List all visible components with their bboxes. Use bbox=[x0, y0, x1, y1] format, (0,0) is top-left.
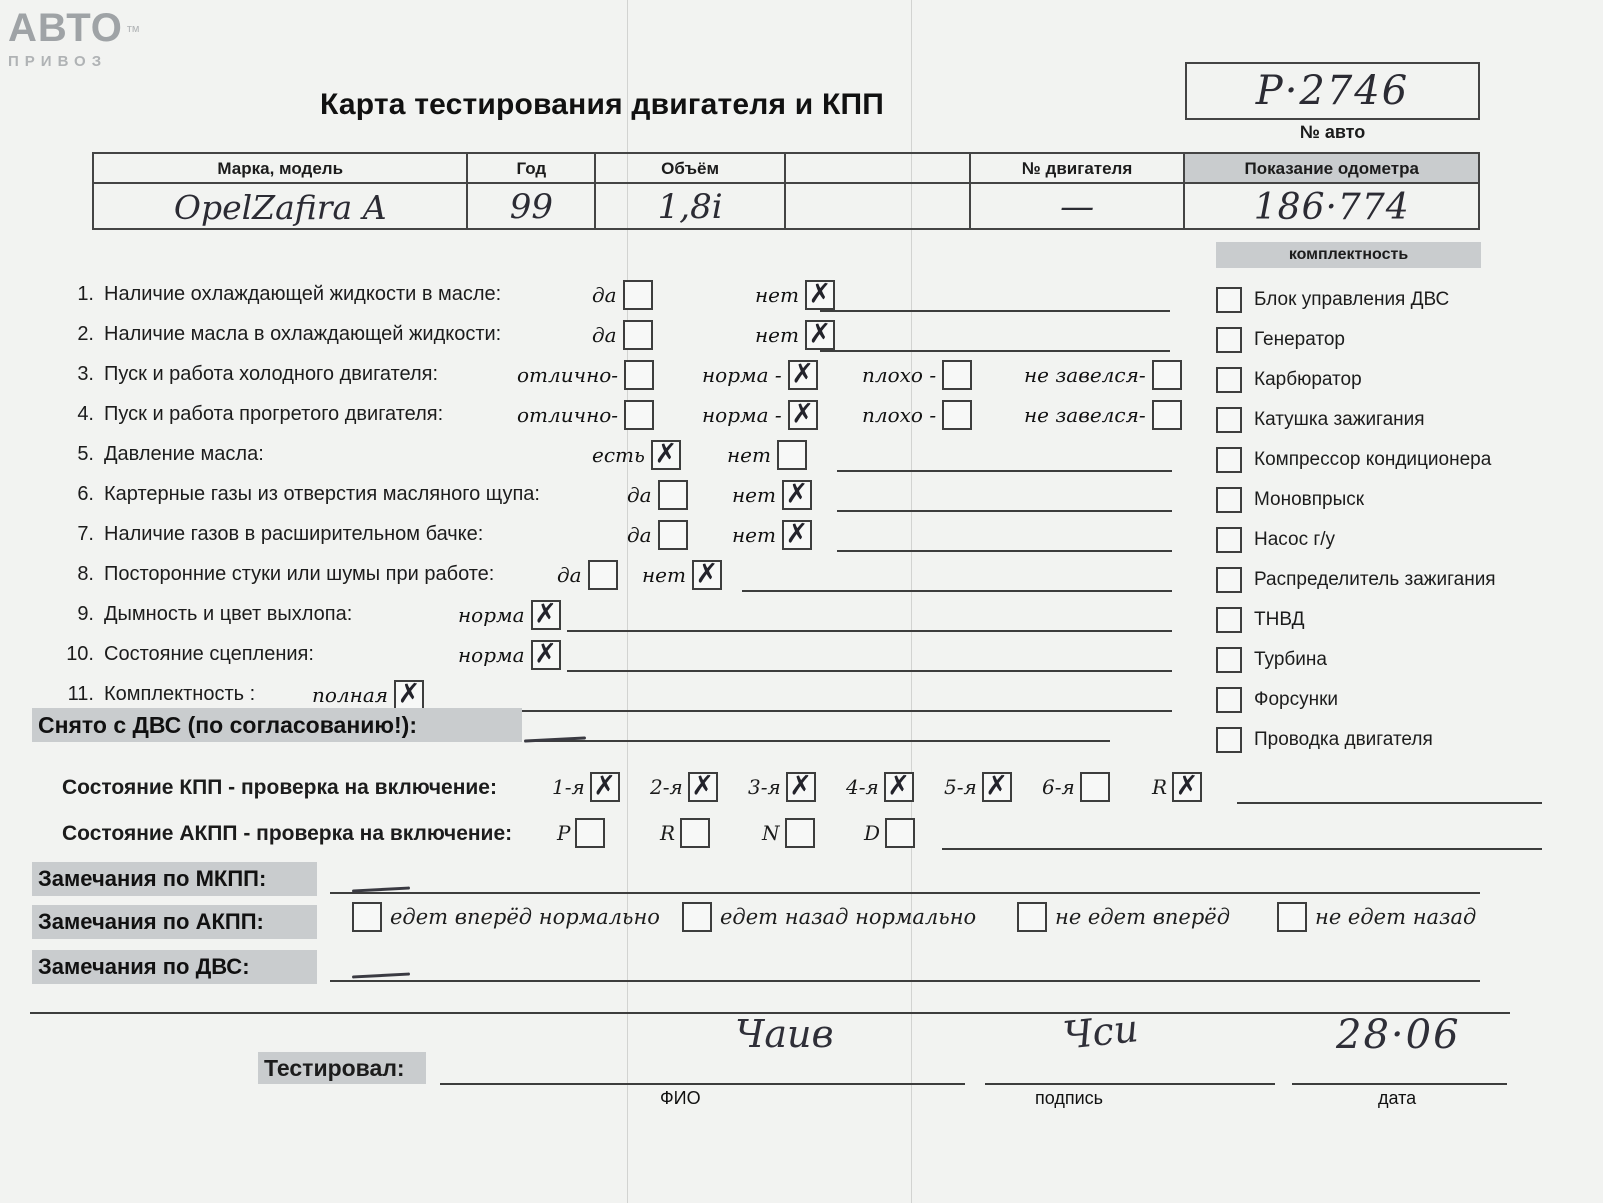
checkbox-icon[interactable] bbox=[1216, 367, 1242, 393]
checkbox-mode-d[interactable] bbox=[885, 818, 915, 848]
checkbox-mode-p[interactable] bbox=[575, 818, 605, 848]
checkbox-polnaya[interactable] bbox=[394, 680, 424, 710]
option-label: да bbox=[592, 323, 617, 347]
checklist bbox=[62, 278, 1192, 718]
checkbox-icon[interactable] bbox=[1216, 687, 1242, 713]
checkbox-gear-5[interactable] bbox=[982, 772, 1012, 802]
list-item[interactable] bbox=[1216, 400, 1546, 440]
avtoprivoz-logo bbox=[8, 6, 173, 78]
kpp-label: Состояние КПП - проверка на включение: bbox=[62, 776, 497, 799]
page-title: Карта тестирования двигателя и КПП bbox=[320, 88, 884, 121]
checkbox-edet-vperyod[interactable] bbox=[352, 902, 382, 932]
checkbox-norma[interactable] bbox=[788, 360, 818, 390]
option-label: нет bbox=[755, 323, 799, 347]
checkbox-ploho[interactable] bbox=[942, 400, 972, 430]
checklist-row bbox=[62, 318, 1192, 358]
checkbox-net[interactable] bbox=[777, 440, 807, 470]
checkbox-mode-r[interactable] bbox=[680, 818, 710, 848]
checkbox-da[interactable] bbox=[588, 560, 618, 590]
auto-number-block bbox=[1185, 62, 1480, 143]
checkbox-otlichno[interactable] bbox=[624, 360, 654, 390]
list-item[interactable] bbox=[1216, 280, 1546, 320]
list-item-label: Турбина bbox=[1254, 649, 1327, 670]
checkbox-icon[interactable] bbox=[1216, 727, 1242, 753]
list-item[interactable] bbox=[1216, 440, 1546, 480]
checkbox-ne-edet-vperyod[interactable] bbox=[1017, 902, 1047, 932]
option-label: да bbox=[627, 523, 652, 547]
tested-by-label: Тестировал: bbox=[258, 1052, 426, 1084]
list-item-label: ТНВД bbox=[1254, 609, 1305, 630]
row-number: 9. bbox=[77, 603, 94, 625]
gear-label: 2-я bbox=[650, 775, 683, 799]
option-label: есть bbox=[592, 443, 645, 467]
checklist-row bbox=[62, 278, 1192, 318]
checkbox-gear-6[interactable] bbox=[1080, 772, 1110, 802]
row-label: Наличие охлаждающей жидкости в масле: bbox=[104, 283, 502, 305]
remarks-akpp-label: Замечания по АКПП: bbox=[32, 905, 317, 939]
signature-caption: подпись bbox=[1035, 1088, 1104, 1108]
snyato-s-dvs-label: Снято с ДВС (по согласованию!): bbox=[32, 708, 522, 742]
checkbox-norma[interactable] bbox=[531, 640, 561, 670]
checkbox-icon[interactable] bbox=[1216, 447, 1242, 473]
list-item-label: Форсунки bbox=[1254, 689, 1338, 710]
row-number: 11. bbox=[67, 683, 94, 705]
table-col-mark bbox=[94, 154, 468, 228]
signature-handwritten-value: Чси bbox=[1060, 1006, 1141, 1058]
checkbox-da[interactable] bbox=[658, 520, 688, 550]
option-label: не едет вперёд bbox=[1055, 905, 1231, 929]
cell-value: OpelZafira A bbox=[173, 187, 387, 227]
row-label: Наличие газов в расширительном бачке: bbox=[104, 523, 484, 545]
checkbox-edet-nazad[interactable] bbox=[682, 902, 712, 932]
gear-label: 1-я bbox=[552, 775, 585, 799]
option-label: норма bbox=[458, 643, 525, 667]
row-number: 6. bbox=[77, 483, 94, 505]
checkbox-ne-edet-nazad[interactable] bbox=[1277, 902, 1307, 932]
kpp-check-row bbox=[62, 772, 1482, 808]
checkbox-icon[interactable] bbox=[1216, 407, 1242, 433]
list-item-label: Распределитель зажигания bbox=[1254, 569, 1496, 590]
checklist-row bbox=[62, 558, 1192, 598]
column-header bbox=[786, 154, 969, 184]
table-col-blank bbox=[786, 154, 971, 228]
checkbox-nezavelsya[interactable] bbox=[1152, 360, 1182, 390]
mode-label: R bbox=[660, 821, 676, 845]
checkbox-icon[interactable] bbox=[1216, 487, 1242, 513]
list-item[interactable] bbox=[1216, 360, 1546, 400]
remarks-dvs-label: Замечания по ДВС: bbox=[32, 950, 317, 984]
option-label: плохо - bbox=[862, 363, 937, 387]
remarks-mkpp-label: Замечания по МКПП: bbox=[32, 862, 317, 896]
column-header: Год bbox=[468, 154, 594, 184]
date-line bbox=[1292, 1083, 1507, 1085]
row-number: 4. bbox=[77, 403, 94, 425]
checkbox-icon[interactable] bbox=[1216, 647, 1242, 673]
checkbox-net[interactable] bbox=[692, 560, 722, 590]
list-item-label: Карбюратор bbox=[1254, 369, 1362, 390]
column-header: Объём bbox=[596, 154, 784, 184]
komplektnost-list bbox=[1216, 280, 1546, 760]
checklist-row bbox=[62, 638, 1192, 678]
row-label: Наличие масла в охлаждающей жидкости: bbox=[104, 323, 502, 345]
cell-value: 99 bbox=[509, 187, 553, 227]
checkbox-gear-2[interactable] bbox=[688, 772, 718, 802]
fio-handwritten-value: Чаив bbox=[735, 1012, 834, 1056]
column-header: № двигателя bbox=[971, 154, 1184, 184]
row-number: 2. bbox=[77, 323, 94, 345]
option-label: не едет назад bbox=[1315, 905, 1477, 929]
auto-number-field[interactable] bbox=[1185, 62, 1480, 120]
checkbox-norma[interactable] bbox=[788, 400, 818, 430]
option-label: едет вперёд нормально bbox=[390, 905, 660, 929]
table-col-year bbox=[468, 154, 596, 228]
checkbox-da[interactable] bbox=[623, 280, 653, 310]
table-col-odometer bbox=[1185, 154, 1478, 228]
column-header: Марка, модель bbox=[94, 154, 466, 184]
komplektnost-header: комплектность bbox=[1216, 242, 1481, 268]
row-number: 1. bbox=[77, 283, 94, 305]
trademark-icon: тм bbox=[126, 22, 140, 35]
checkbox-da[interactable] bbox=[658, 480, 688, 510]
row-number: 5. bbox=[77, 443, 94, 465]
row-label: Картерные газы из отверстия масляного щупа: bbox=[104, 483, 540, 505]
gear-label: 6-я bbox=[1042, 775, 1075, 799]
row-label: Комплектность : bbox=[104, 683, 256, 705]
cell-value: 1,8i bbox=[657, 187, 723, 227]
checkbox-icon[interactable] bbox=[1216, 607, 1242, 633]
checkbox-net[interactable] bbox=[805, 280, 835, 310]
gear-label: 4-я bbox=[846, 775, 879, 799]
row-number: 3. bbox=[77, 363, 94, 385]
date-handwritten-value: 28·06 bbox=[1336, 1012, 1461, 1058]
row-label: Пуск и работа прогретого двигателя: bbox=[104, 403, 444, 425]
checkbox-icon[interactable] bbox=[1216, 527, 1242, 553]
row-label: Посторонние стуки или шумы при работе: bbox=[104, 563, 495, 585]
list-item[interactable] bbox=[1216, 600, 1546, 640]
date-caption: дата bbox=[1378, 1088, 1417, 1108]
mode-label: P bbox=[557, 821, 571, 845]
option-label: полная bbox=[312, 683, 388, 707]
option-label: да bbox=[627, 483, 652, 507]
option-label: да bbox=[557, 563, 582, 587]
cell-value: 186·774 bbox=[1253, 186, 1410, 228]
list-item-label: Моновпрыск bbox=[1254, 489, 1365, 510]
option-label: нет bbox=[732, 523, 776, 547]
auto-number-value: P·2746 bbox=[1255, 68, 1410, 114]
checkbox-gear-1[interactable] bbox=[590, 772, 620, 802]
option-label: норма - bbox=[702, 403, 782, 427]
checkbox-otlichno[interactable] bbox=[624, 400, 654, 430]
checkbox-icon[interactable] bbox=[1216, 567, 1242, 593]
checkbox-norma[interactable] bbox=[531, 600, 561, 630]
checkbox-nezavelsya[interactable] bbox=[1152, 400, 1182, 430]
list-item[interactable] bbox=[1216, 520, 1546, 560]
list-item[interactable] bbox=[1216, 320, 1546, 360]
option-label: да bbox=[592, 283, 617, 307]
option-label: не завелся- bbox=[1024, 403, 1146, 427]
checkbox-net[interactable] bbox=[805, 320, 835, 350]
gear-label: R bbox=[1152, 775, 1168, 799]
option-label: норма - bbox=[702, 363, 782, 387]
list-item-label: Катушка зажигания bbox=[1254, 409, 1425, 430]
gear-label: 3-я bbox=[748, 775, 781, 799]
option-label: нет bbox=[755, 283, 799, 307]
list-item[interactable] bbox=[1216, 480, 1546, 520]
fio-caption: ФИО bbox=[660, 1088, 701, 1108]
list-item[interactable] bbox=[1216, 560, 1546, 600]
option-label: отлично- bbox=[517, 403, 619, 427]
option-label: норма bbox=[458, 603, 525, 627]
signature-line bbox=[985, 1083, 1275, 1085]
list-item-label: Проводка двигателя bbox=[1254, 729, 1433, 750]
checkbox-gear-4[interactable] bbox=[884, 772, 914, 802]
checkbox-net[interactable] bbox=[782, 480, 812, 510]
checklist-row bbox=[62, 478, 1192, 518]
akpp-label: Состояние АКПП - проверка на включение: bbox=[62, 822, 513, 845]
akpp-check-row bbox=[62, 818, 1482, 854]
checklist-row bbox=[62, 438, 1192, 478]
row-label: Состояние сцепления: bbox=[104, 643, 314, 665]
handwritten-dash bbox=[352, 972, 410, 978]
remarks-akpp-options bbox=[352, 902, 1492, 942]
option-label: нет bbox=[732, 483, 776, 507]
mode-label: D bbox=[864, 821, 881, 845]
list-item-label: Генератор bbox=[1254, 329, 1345, 350]
checkbox-icon[interactable] bbox=[1216, 287, 1242, 313]
row-number: 8. bbox=[77, 563, 94, 585]
checkbox-da[interactable] bbox=[623, 320, 653, 350]
list-item[interactable] bbox=[1216, 640, 1546, 680]
row-number: 7. bbox=[77, 523, 94, 545]
logo-sub-text: ПРИВОЗ bbox=[8, 53, 108, 70]
logo-brand-text: АВТО bbox=[8, 6, 123, 50]
checkbox-est[interactable] bbox=[651, 440, 681, 470]
column-header: Показание одометра bbox=[1185, 154, 1478, 184]
list-item-label: Компрессор кондиционера bbox=[1254, 449, 1492, 470]
gear-label: 5-я bbox=[944, 775, 977, 799]
checkbox-gear-r[interactable] bbox=[1172, 772, 1202, 802]
checklist-row bbox=[62, 358, 1192, 398]
option-label: нет bbox=[727, 443, 771, 467]
checklist-row bbox=[62, 598, 1192, 638]
option-label: плохо - bbox=[862, 403, 937, 427]
list-item-label: Блок управления ДВС bbox=[1254, 289, 1450, 310]
row-label: Давление масла: bbox=[104, 443, 264, 465]
option-label: едет назад нормально bbox=[720, 905, 977, 929]
option-label: не завелся- bbox=[1024, 363, 1146, 387]
checkbox-gear-3[interactable] bbox=[786, 772, 816, 802]
checkbox-net[interactable] bbox=[782, 520, 812, 550]
checkbox-mode-n[interactable] bbox=[785, 818, 815, 848]
row-label: Дымность и цвет выхлопа: bbox=[104, 603, 353, 625]
checkbox-icon[interactable] bbox=[1216, 327, 1242, 353]
row-label: Пуск и работа холодного двигателя: bbox=[104, 363, 439, 385]
checklist-row bbox=[62, 398, 1192, 438]
table-col-volume bbox=[596, 154, 786, 228]
cell-value bbox=[786, 184, 969, 230]
table-col-engine-no bbox=[971, 154, 1186, 228]
list-item[interactable] bbox=[1216, 680, 1546, 720]
checkbox-ploho[interactable] bbox=[942, 360, 972, 390]
list-item-label: Насос г/у bbox=[1254, 529, 1336, 550]
auto-number-caption: № авто bbox=[1299, 122, 1366, 142]
vehicle-info-table bbox=[92, 152, 1480, 230]
checklist-row bbox=[62, 518, 1192, 558]
fio-line bbox=[440, 1083, 965, 1085]
option-label: отлично- bbox=[517, 363, 619, 387]
row-number: 10. bbox=[66, 643, 94, 665]
option-label: нет bbox=[642, 563, 686, 587]
list-item[interactable] bbox=[1216, 720, 1546, 760]
mode-label: N bbox=[762, 821, 780, 845]
cell-value: — bbox=[1060, 187, 1095, 227]
